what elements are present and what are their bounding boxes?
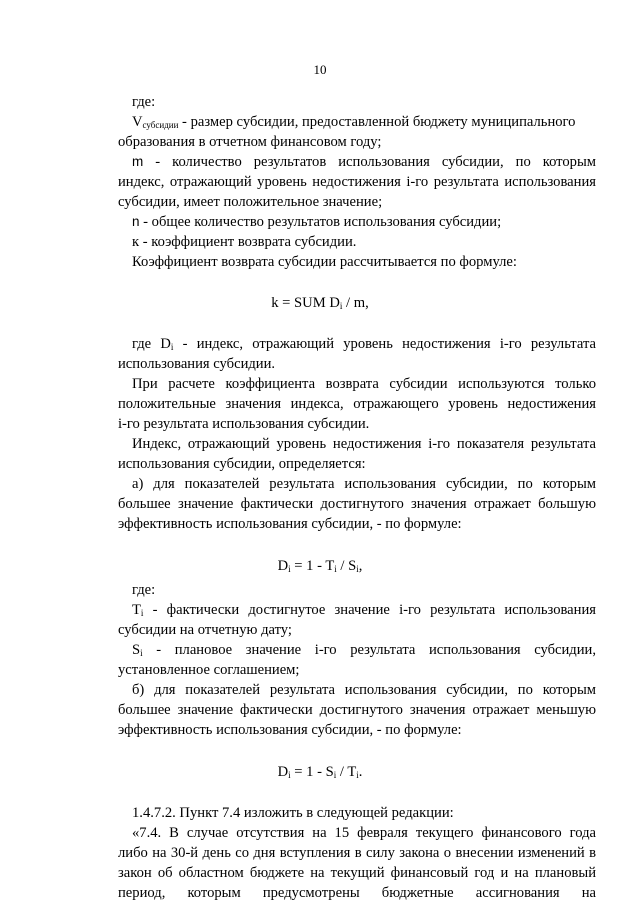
m-definition-cont-1: индекс, отражающий уровень недостижения i-го результата использования — [118, 174, 596, 190]
formula-k-part: k = SUM D — [271, 295, 340, 311]
k-formula-intro: Коэффициент возврата субсидии рассчитывается по формуле: — [132, 254, 517, 270]
formula-di-b-subscript: i — [333, 770, 337, 780]
where-label: где: — [132, 94, 156, 110]
calc-paragraph-line-3: i-го результата использования субсидии. — [118, 416, 370, 432]
m-definition-text: - количество результатов использования субсидии, по которым — [143, 154, 596, 170]
v-symbol: V — [132, 114, 143, 130]
formula-di-a-subscript: i — [288, 564, 291, 574]
calc-paragraph-line-2: положительные значения индекса, отражающего уровень недостижения — [118, 396, 596, 412]
calc-paragraph-line-1: При расчете коэффициента возврата субсидии используются только — [132, 376, 596, 392]
v-definition-line — [132, 112, 596, 132]
where-label-2: где: — [132, 582, 156, 598]
formula-di-b-subscript: i — [288, 770, 291, 780]
t-symbol: T — [132, 602, 141, 618]
di-definition-cont: использования субсидии. — [118, 356, 276, 372]
p74-line-1: «7.4. В случае отсутствия на 15 февраля текущего финансового года — [132, 825, 596, 841]
di-subscript: i — [170, 342, 174, 352]
item-b-line-1: б) для показателей результата использования субсидии, по которым — [132, 682, 596, 698]
m-definition-line — [132, 152, 596, 172]
k-definition-line: к - коэффициент возврата субсидии. — [132, 234, 357, 250]
index-paragraph-line-2: использования субсидии, определяется: — [118, 456, 366, 472]
v-subscript: субсидии — [142, 120, 179, 130]
t-subscript: i — [140, 608, 144, 618]
di-definition-line — [132, 334, 596, 354]
formula-di-a-part: , — [358, 558, 363, 574]
t-definition-line — [132, 600, 596, 620]
formula-di-b-part: D — [277, 764, 289, 780]
formula-di-b-part: / T — [336, 764, 357, 780]
s-subscript: i — [140, 648, 143, 658]
v-definition-text: - размер субсидии, предоставленной бюджету муниципального — [178, 114, 576, 130]
p74-line-4: период, которым предусмотрены бюджетные ассигнования на — [118, 885, 596, 901]
v-definition-cont: образования в отчетном финансовом году; — [118, 134, 382, 150]
s-definition-text: - плановое значение i-го результата использования субсидии, — [142, 642, 596, 658]
n-definition-line — [132, 212, 596, 232]
formula-di-b-subscript: i — [356, 770, 359, 780]
t-definition-cont: субсидии на отчетную дату; — [118, 622, 292, 638]
m-definition-cont-2: субсидии, имеет положительное значение; — [118, 194, 383, 210]
formula-di-a-part: = 1 - T — [290, 558, 335, 574]
item-b-line-3: эффективность использования субсидии, - по формуле: — [118, 722, 462, 738]
formula-di-a-subscript: i — [334, 564, 337, 574]
s-definition-line — [132, 640, 596, 660]
item-1472-heading: 1.4.7.2. Пункт 7.4 изложить в следующей редакции: — [132, 805, 454, 821]
n-symbol: n — [132, 214, 140, 229]
p74-line-3: закон об областном бюджете на текущий финансовый год и на плановый — [118, 865, 596, 881]
formula-k — [0, 293, 640, 313]
formula-di-a — [0, 556, 640, 576]
formula-k-subscript: i — [339, 301, 343, 311]
formula-di-a-part: / S — [336, 558, 357, 574]
formula-di-a-part: D — [277, 558, 289, 574]
index-paragraph-line-1: Индекс, отражающий уровень недостижения i-го показателя результата — [132, 436, 596, 452]
item-a-line-2: большее значение фактически достигнутого значения отражает большую — [118, 496, 596, 512]
t-definition-text: - фактически достигнутое значение i-го результата использования — [143, 602, 596, 618]
s-symbol: S — [132, 642, 141, 658]
m-symbol: m — [132, 154, 144, 169]
formula-di-a-subscript: i — [356, 564, 359, 574]
item-a-line-3: эффективность использования субсидии, - по формуле: — [118, 516, 462, 532]
di-definition-part: - индекс, отражающий уровень недостижения i-го результата — [173, 336, 596, 352]
p74-line-2: либо на 30-й день со дня вступления в силу закона о внесении изменений в — [118, 845, 596, 861]
formula-di-b — [0, 762, 640, 782]
di-definition-part: где D — [132, 336, 171, 352]
formula-k-part: / m, — [342, 295, 369, 311]
item-a-line-1: а) для показателей результата использования субсидии, по которым — [132, 476, 596, 492]
item-b-line-2: большее значение фактически достигнутого значения отражает меньшую — [118, 702, 596, 718]
s-definition-cont: установленное соглашением; — [118, 662, 300, 678]
n-definition-text: - общее количество результатов использования субсидии; — [139, 214, 502, 230]
formula-di-b-part: . — [358, 764, 363, 780]
page-number: 10 — [313, 62, 327, 77]
formula-di-b-part: = 1 - S — [290, 764, 334, 780]
